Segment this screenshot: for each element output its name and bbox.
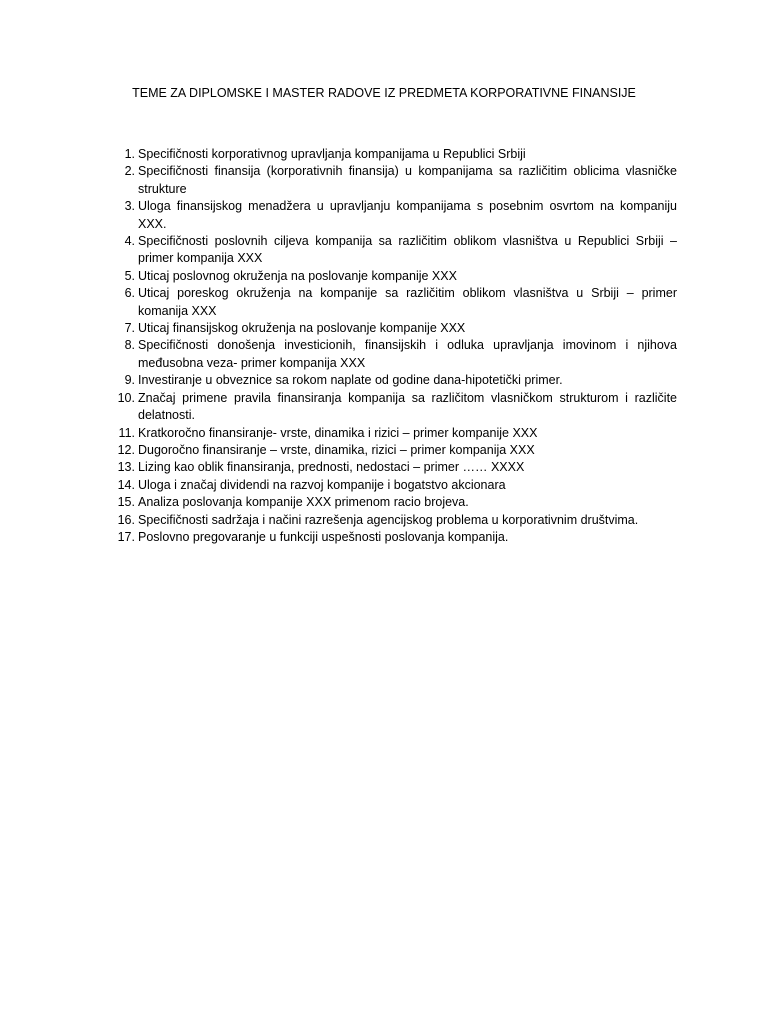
- list-item: [105, 198, 677, 233]
- item-text: Uticaj poslovnog okruženja na poslovanje kompanije XXX: [138, 268, 457, 283]
- list-item: [105, 320, 677, 337]
- item-text: Poslovno pregovaranje u funkciji uspešnosti poslovanja kompanija.: [138, 529, 509, 544]
- item-text: Investiranje u obveznice sa rokom naplate od godine dana-hipotetički primer.: [138, 373, 563, 388]
- list-item: [105, 268, 677, 285]
- item-number: 11.: [118, 425, 135, 440]
- item-number: 1.: [124, 147, 135, 161]
- list-item: [105, 494, 677, 511]
- item-text: Specifičnosti korporativnog upravljanja kompanijama u Republici Srbiji: [138, 147, 526, 161]
- topic-list: [105, 146, 677, 546]
- list-item: [105, 512, 677, 529]
- item-number: 9.: [124, 373, 135, 388]
- list-item: [105, 477, 677, 494]
- page-title: TEME ZA DIPLOMSKE I MASTER RADOVE IZ PREDMETA KORPORATIVNE FINANSIJE: [132, 86, 636, 100]
- list-item: [105, 163, 677, 198]
- item-number: 7.: [124, 321, 135, 336]
- item-text: Specifičnosti finansija (korporativnih finansija) u kompanijama sa različitim oblicima vlasničke strukture: [138, 164, 677, 196]
- list-item: [105, 529, 677, 546]
- item-number: 13.: [117, 460, 135, 475]
- item-text: Uticaj finansijskog okruženja na poslovanje kompanije XXX: [138, 321, 466, 336]
- list-item: [105, 372, 677, 389]
- list-item: [105, 285, 677, 320]
- list-item: [105, 390, 677, 425]
- item-number: 15.: [117, 495, 135, 510]
- item-number: 16.: [117, 512, 135, 527]
- item-number: 14.: [117, 477, 135, 492]
- item-number: 3.: [124, 199, 135, 214]
- list-item: [105, 459, 677, 476]
- item-number: 5.: [124, 268, 135, 283]
- item-number: 6.: [124, 286, 135, 301]
- item-number: 17.: [117, 529, 135, 544]
- item-text: Specifičnosti poslovnih ciljeva kompanija sa različitim oblikom vlasništva u Republici Srbiji – primer kompanija XXX: [138, 234, 677, 266]
- list-item: [105, 146, 677, 163]
- item-text: Analiza poslovanja kompanije XXX primenom racio brojeva.: [138, 495, 469, 510]
- list-item: [105, 337, 677, 372]
- item-number: 2.: [124, 164, 135, 179]
- item-text: Specifičnosti donošenja investicionih, finansijskih i odluka upravljanja imovinom i njihova međusobna veza- primer kompanija XXX: [138, 338, 677, 370]
- list-item: [105, 233, 677, 268]
- item-number: 10.: [117, 390, 135, 405]
- item-text: Lizing kao oblik finansiranja, prednosti, nedostaci – primer …… XXXX: [138, 460, 525, 475]
- item-number: 8.: [124, 338, 135, 353]
- item-text: Kratkoročno finansiranje- vrste, dinamika i rizici – primer kompanije XXX: [138, 425, 538, 440]
- item-text: Uticaj poreskog okruženja na kompanije sa različitim oblikom vlasništva u Srbiji – primer komanija XXX: [138, 286, 677, 318]
- item-text: Značaj primene pravila finansiranja kompanija sa različitom vlasničkom strukturom i različite delatnosti.: [138, 390, 677, 423]
- item-text: Specifičnosti sadržaja i načini razrešenja agencijskog problema u korporativnim društvima.: [138, 512, 639, 527]
- item-text: Dugoročno finansiranje – vrste, dinamika, rizici – primer kompanija XXX: [138, 442, 535, 457]
- item-number: 4.: [124, 234, 135, 249]
- item-number: 12.: [117, 442, 135, 457]
- item-text: Uloga i značaj dividendi na razvoj kompanije i bogatstvo akcionara: [138, 477, 506, 492]
- list-item: [105, 425, 677, 442]
- item-text: Uloga finansijskog menadžera u upravljanju kompanijama s posebnim osvrtom na kompaniju XXX.: [138, 199, 677, 231]
- list-item: [105, 442, 677, 459]
